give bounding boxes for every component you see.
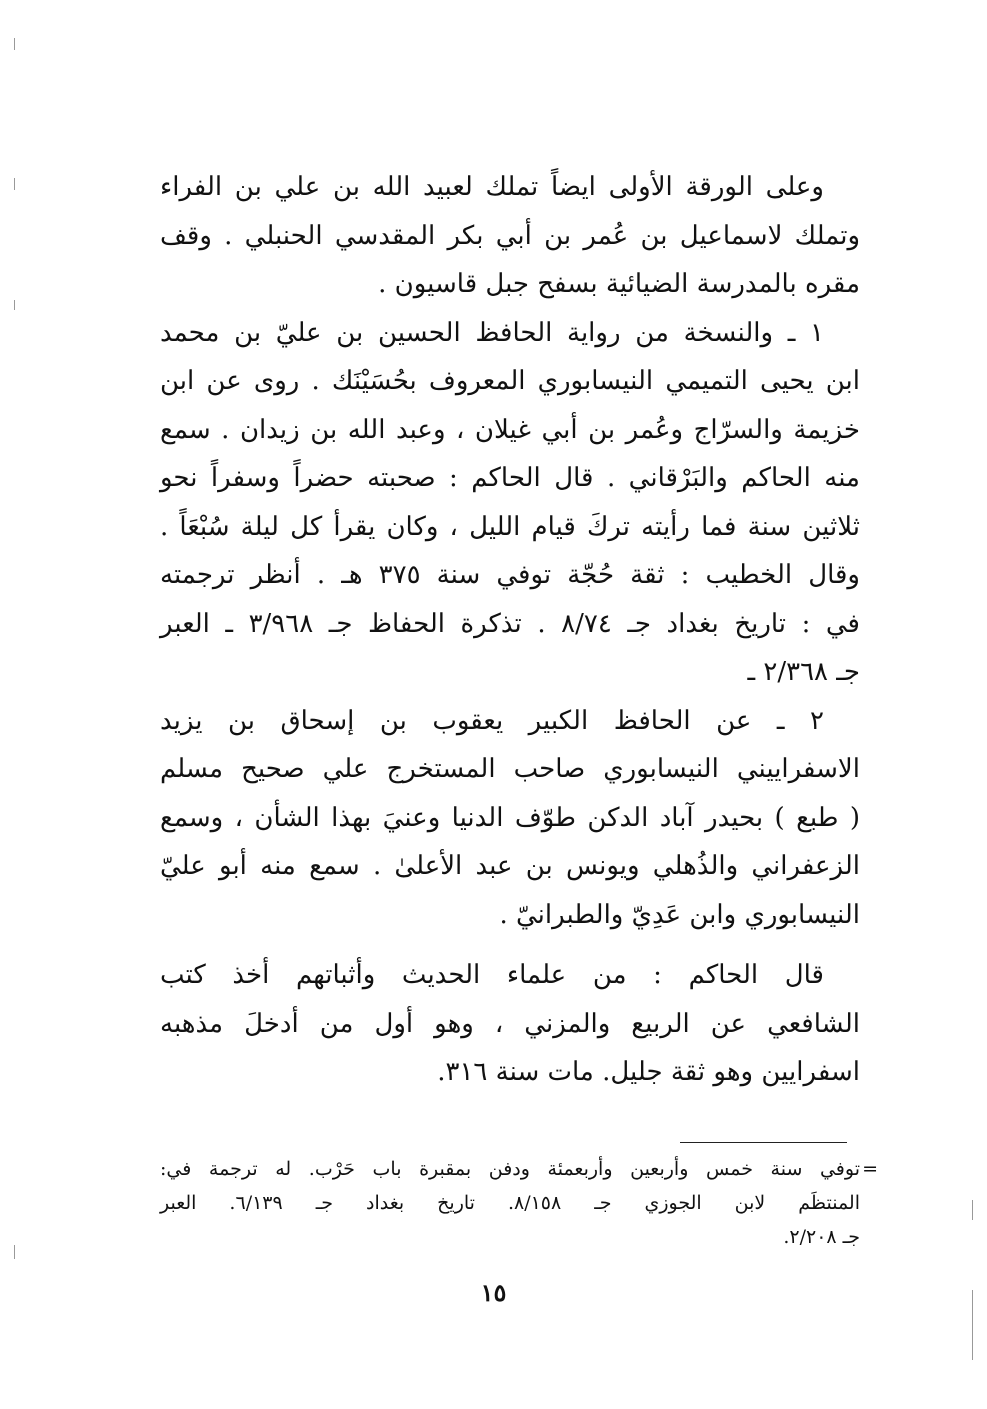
footnote-line: جـ ٢/٢٠٨.	[783, 1226, 860, 1248]
scan-edge-mark	[14, 300, 15, 310]
text-line: وقال الخطيب : ثقة حُجّة توفي سنة ٣٧٥ هـ . أنظر ترجمته	[160, 560, 860, 590]
text-line: وتملك لاسماعيل بن عُمر بن أبي بكر المقدسي الحنبلي . وقف	[160, 220, 860, 251]
text-line: الاسفراييني النيسابوري صاحب المستخرج علي صحيح مسلم	[160, 754, 860, 784]
paragraph-hakim-quote	[160, 951, 860, 1097]
footnote-continuation-marker: =	[862, 1158, 878, 1180]
paragraph-gap	[160, 939, 860, 951]
text-line: في : تاريخ بغداد جـ ٨/٧٤ . تذكرة الحفاظ جـ ٣/٩٦٨ ـ العبر	[160, 608, 860, 639]
paragraph-ownership-note	[160, 163, 860, 309]
text-line: قال الحاكم : من علماء الحديث وأثباتهم أخذ كتب	[160, 960, 824, 990]
text-line: خزيمة والسرّاج وعُمر بن أبي غيلان ، وعبد الله بن زيدان . سمع	[160, 414, 860, 445]
scan-edge-mark	[14, 1245, 15, 1259]
scan-edge-mark	[972, 1200, 973, 1220]
text-line: ١ ـ والنسخة من رواية الحافظ الحسين بن عليّ بن محمد	[160, 317, 824, 348]
text-line: ٢ ـ عن الحافظ الكبير يعقوب بن إسحاق بن يزيد	[160, 705, 824, 736]
footnote-line: توفي سنة خمس وأربعين وأربعمئة ودفن بمقبرة باب حَرْب. له ترجمة في:	[160, 1158, 860, 1180]
text-line: جـ ٢/٣٦٨ ـ	[747, 657, 860, 687]
footnote-line: المنتظَم لابن الجوزي جـ ٨/١٥٨. تاريخ بغداد جـ ٦/١٣٩. العبر	[160, 1192, 860, 1214]
text-line: منه الحاكم والبَرْقاني . قال الحاكم : صحبته حضراً وسفراً نحو	[160, 463, 860, 493]
paragraph-item-1	[160, 309, 860, 697]
text-line: وعلى الورقة الأولى ايضاً تملك لعبيد الله بن علي بن الفراء	[160, 172, 824, 202]
footnote	[160, 1152, 878, 1254]
text-line: ثلاثين سنة فما رأيته تركَ قيام الليل ، وكان يقرأ كل ليلة سُبْعَاً .	[160, 511, 860, 542]
scan-edge-mark	[14, 38, 15, 50]
text-line: الشافعي عن الربيع والمزني ، وهو أول من أدخلَ مذهبه	[160, 1008, 860, 1039]
main-text	[160, 163, 860, 1097]
footnote-separator	[680, 1142, 847, 1143]
text-line: ابن يحيى التميمي النيسابوري المعروف بحُسَيْنَك . روى عن ابن	[160, 366, 860, 396]
page-number: ١٥	[480, 1278, 507, 1307]
text-line: النيسابوري وابن عَدِيّ والطبرانيّ .	[499, 899, 860, 930]
text-line: ( طبع ) بحيدر آباد الدكن طوّف الدنيا وعنيَ بهذا الشأن ، وسمع	[160, 802, 860, 833]
scan-edge-mark	[14, 178, 15, 190]
text-line: الزعفراني والذُهلي ويونس بن عبد الأعلىٰ . سمع منه أبو عليّ	[160, 851, 860, 881]
text-line: اسفرايين وهو ثقة جليل. مات سنة ٣١٦.	[437, 1057, 860, 1087]
text-line: مقره بالمدرسة الضيائية بسفح جبل قاسيون .	[378, 269, 860, 299]
paragraph-item-2	[160, 697, 860, 940]
